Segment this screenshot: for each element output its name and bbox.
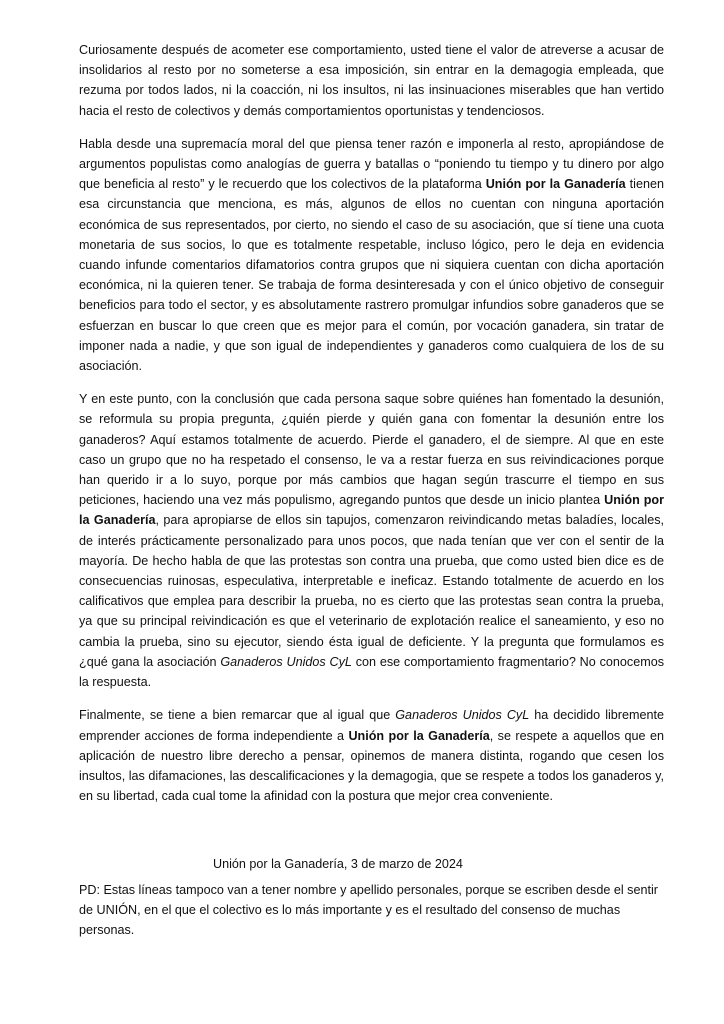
postscript: PD: Estas líneas tampoco van a tener nombre y apellido personales, porque se escriben desde el sentir de UNIÓN, en el que el colectivo es lo más importante y es el resultado del consenso de muchas personas. [79, 882, 658, 937]
paragraph-4 [79, 705, 664, 806]
org-name-emphasis: Unión por la Ganadería [485, 177, 626, 192]
paragraph-4-text-a: Finalmente, se tiene a bien remarcar que al igual que [79, 708, 396, 723]
paragraph-3 [79, 389, 664, 692]
paragraph-2-text-b: tienen esa circunstancia que menciona, es más, algunos de ellos no cuentan con ninguna aportación económica de sus representados, por cierto, no siendo el caso de su asociación, que sí tiene una cuota monetaria de sus socios, lo que es totalmente respetable, incluso lógico, pero le deja en evidencia cuando infunde comentarios difamatorios contra grupos que ni siquiera cuentan con dicha aportación económica, ni la quieren tener. Se trabaja de forma desinteresada y con el único objetivo de conseguir beneficios para todo el sector, y es absolutamente rastrero promulgar infundios sobre ganaderos que se esfuerzan en buscar lo que creen que es mejor para el común, por vocación ganadera, sin tratar de imponer nada a nadie, y que son igual de independientes y ganaderos como cualquiera de los de su asociación. [79, 177, 664, 374]
paragraph-4-text-c: , se respete a aquellos que en aplicación de nuestro libre derecho a pensar, opinemos de manera distinta, rogando que cesen los insultos, las difamaciones, las descalificaciones y la demagogia, que se respete a todos los ganaderos y, en su libertad, cada cual tome la afinidad con la postura que mejor crea conveniente. [79, 728, 664, 804]
letter-page [79, 40, 664, 940]
association-name-italic: Ganaderos Unidos CyL [395, 708, 530, 723]
paragraph-1 [79, 40, 664, 121]
paragraph-3-text-c: con ese comportamiento fragmentario? No conocemos la respuesta. [79, 654, 665, 690]
paragraph-1-text: Curiosamente después de acometer ese comportamiento, usted tiene el valor de atreverse a acusar de insolidarios al resto por no someterse a esa imposición, sin entrar en la demagogia empleada, que rezuma por todos lados, ni la coacción, ni los insultos, ni las insinuaciones miserables que han vertido hacia el resto de colectivos y demás comportamientos oportunistas y tendenciosos. [79, 43, 664, 118]
paragraph-3-text-a: Y en este punto, con la conclusión que cada persona saque sobre quiénes han fomentado la desunión, se reformula su propia pregunta, ¿quién pierde y quién gana con fomentar la desunión entre los ganaderos? Aquí estamos totalmente de acuerdo. Pierde el ganadero, el de siempre. Al que en este caso un grupo que no ha respetado el consenso, le va a restar fuerza en sus reivindicaciones porque han querido ir a lo suyo, porque por más cambios que hagan según trascurre el tiempo en sus peticiones, haciendo una vez más populismo, agregando puntos que desde un inicio plantea [79, 392, 664, 508]
paragraph-4-text-b: ha decidido libremente emprender acciones de forma independiente a [79, 708, 665, 743]
paragraph-2-text-a: Habla desde una supremacía moral del que piensa tener razón e imponerla al resto, apropiándose de argumentos populistas como analogías de guerra y batallas o “poniendo tu tiempo y tu dinero por algo que beneficia al resto” y le recuerdo que los colectivos de la plataforma [79, 136, 664, 192]
paragraph-3-text-b: , para apropiarse de ellos sin tapujos, comenzaron reivindicando metas baladíes, locales, de interés prácticamente personalizado para unos pocos, que nada tenían que ver con el sentir de la mayoría. De hecho habla de que las protestas son contra una prueba, que como usted bien dice es de consecuencias ruinosas, especulativa, interpretable e ineficaz. Estando totalmente de acuerdo en los calificativos que emplea para describir la prueba, no es cierto que las protestas sean contra la prueba, ya que su principal reivindicación es que el veterinario de explotación realice el saneamiento, y eso no cambia la prueba, sino su ejecutor, siendo ésta igual de deficiente. Y la pregunta que formulamos es ¿qué gana la asociación [79, 513, 664, 669]
signature-line: Unión por la Ganadería, 3 de marzo de 2024 [213, 857, 463, 872]
association-name-italic: Ganaderos Unidos CyL [220, 654, 352, 669]
paragraph-2 [79, 134, 664, 376]
org-name-emphasis: Unión por la Ganadería [348, 728, 490, 743]
org-name-emphasis: Unión por la Ganadería [79, 493, 664, 528]
